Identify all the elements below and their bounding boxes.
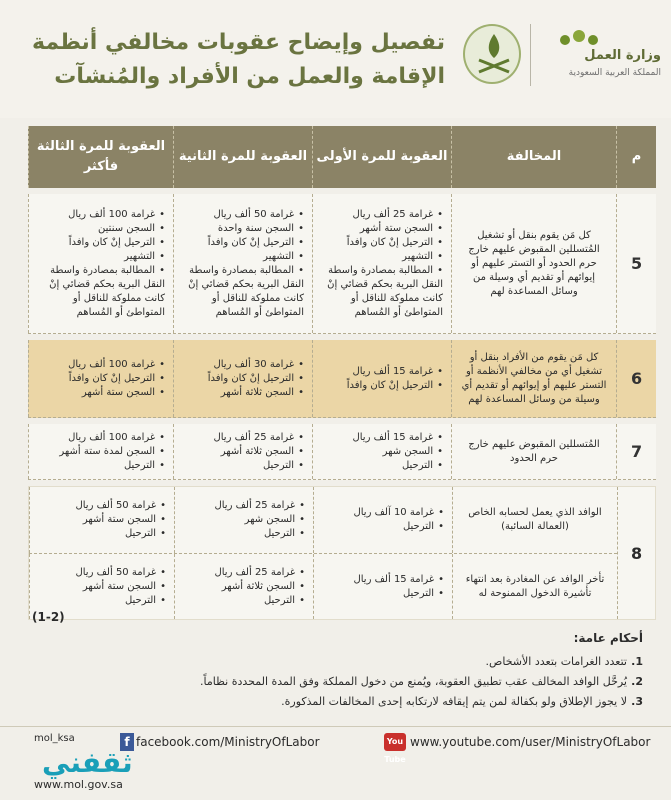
row-8-subrows (29, 487, 617, 619)
header-penalty-1: العقوبة للمرة الأولى (312, 126, 451, 188)
penalty-item: • الترحيل إنْ كان وافداً (321, 236, 443, 250)
penalty-item: • غرامة 50 ألف ريال (75, 566, 166, 580)
watermark-logo: ثقفني (42, 746, 133, 779)
youtube-link[interactable]: www.youtube.com/user/MinistryOfLabor (410, 735, 651, 749)
penalty-1 (313, 554, 452, 619)
penalty-item: • الترحيل (353, 520, 444, 534)
title-line1: تفصيل وإيضاح عقوبات مخالفي أنظمة (32, 30, 445, 55)
penalty-item: • السجن ستة أشهر (321, 222, 443, 236)
penalty-item: • الترحيل (75, 594, 166, 608)
ministry-subtitle: المملكة العربية السعودية (568, 68, 661, 78)
penalty-item: • الترحيل إنْ كان وافداً (208, 372, 304, 386)
rules-title: أحكام عامة: (573, 631, 643, 645)
penalty-1 (313, 487, 452, 553)
penalty-2 (173, 424, 312, 479)
rule-item (33, 652, 643, 672)
penalty-item: • غرامة 50 ألف ريال (75, 499, 166, 513)
table-subrow (29, 553, 617, 619)
penalty-item: • الترحيل (214, 527, 305, 541)
penalty-item: • الترحيل (353, 587, 444, 601)
rule-number: 2. (631, 675, 643, 688)
penalty-item: • غرامة 25 ألف ريال (214, 499, 305, 513)
penalty-item: • غرامة 25 ألف ريال (321, 208, 443, 222)
row-number: 7 (616, 424, 656, 479)
penalty-1 (312, 194, 451, 333)
penalty-item: • غرامة 50 ألف ريال (182, 208, 304, 222)
table-row (28, 340, 656, 418)
penalty-item: • السجن ستة أشهر (68, 386, 165, 400)
penalty-item: • السجن ستة أشهر (75, 580, 166, 594)
penalty-item: • الترحيل إنْ كان وافداً (37, 236, 165, 250)
header-divider (530, 24, 531, 86)
penalty-item: • الترحيل إنْ كان وافداً (68, 372, 165, 386)
penalty-item: • السجن سنة واحدة (182, 222, 304, 236)
penalty-item: • السجن شهر (352, 445, 443, 459)
row-violation: تأخر الوافد عن المغادرة بعد انتهاء تأشيرة الدخول الممنوحة له (452, 554, 617, 619)
rule-number: 1. (631, 655, 643, 668)
ministry-name: وزارة العمل (584, 48, 661, 63)
penalty-item: • السجن سنتين (37, 222, 165, 236)
penalty-item: • غرامة 10 آلف ريال (353, 506, 444, 520)
table-row (28, 194, 656, 334)
penalties-table (28, 126, 656, 620)
header-violation: المخالفة (451, 126, 616, 188)
header-num: م (616, 126, 656, 188)
twitter-handle[interactable]: mol_ksa (34, 733, 75, 744)
penalty-item: • السجن لمدة ستة أشهر (59, 445, 165, 459)
website-link[interactable]: www.mol.gov.sa (34, 778, 123, 791)
row-number: 6 (616, 340, 656, 417)
penalty-item: • الترحيل (214, 594, 305, 608)
rule-item (33, 692, 643, 712)
saudi-emblem-icon (463, 24, 521, 84)
header-penalty-3: العقوبة للمرة الثالثة فأكثر (28, 126, 173, 188)
page-reference: (1-2) (32, 610, 65, 624)
penalty-item: • الترحيل إنْ كان وافداً (347, 379, 443, 393)
penalty-item: • السجن ستة أشهر (75, 513, 166, 527)
penalty-3 (28, 424, 173, 479)
rule-number: 3. (631, 695, 643, 708)
penalty-item: • المطالبة بمصادرة واسطة النقل البرية بحكم قضائي إنْ كانت مملوكة للناقل أو المتواطئ أو المُساهم (182, 264, 304, 320)
row-violation: كل مَن يقوم من الأفراد بنقل أو تشغيل أي من مخالفي الأنظمة أو التستر عليهم أو إيوائهم أو تقديم أي وسيلة من وسائل المساعدة لهم (451, 340, 616, 417)
penalty-item: • الترحيل (59, 459, 165, 473)
header (0, 0, 671, 118)
table-subrow (29, 487, 617, 553)
penalty-3 (28, 194, 173, 333)
penalty-item: • السجن شهر (214, 513, 305, 527)
facebook-icon: f (120, 733, 134, 751)
penalty-item: • غرامة 15 ألف ريال (353, 573, 444, 587)
penalty-item: • غرامة 100 ألف ريال (37, 208, 165, 222)
general-rules (33, 628, 643, 712)
row-violation: كل مَن يقوم بنقل أو تشغيل المُتسللين المقبوض عليهم خارج حرم الحدود أو التستر عليهم أو إيوائهم أو تقديم أي وسيلة من وسائل المساعدة لهم (451, 194, 616, 333)
youtube-icon: You Tube (384, 733, 406, 751)
penalty-item: • غرامة 25 ألف ريال (214, 566, 305, 580)
penalty-item: • غرامة 100 ألف ريال (59, 431, 165, 445)
penalty-item: • غرامة 15 ألف ريال (352, 431, 443, 445)
table-row (28, 424, 656, 480)
penalty-1 (312, 424, 451, 479)
table-row-8 (28, 486, 656, 620)
penalty-item: • التشهير (321, 250, 443, 264)
row-violation: المُتسللين المقبوض عليهم خارج حرم الحدود (451, 424, 616, 479)
penalty-3 (29, 487, 174, 553)
rule-item (33, 672, 643, 692)
facebook-link[interactable]: facebook.com/MinistryOfLabor (136, 735, 320, 749)
penalty-item: • المطالبة بمصادرة واسطة النقل البرية بحكم قضائي إنْ كانت مملوكة للناقل أو المتواطئ أو المُساهم (37, 264, 165, 320)
penalty-2 (173, 194, 312, 333)
row-number: 5 (616, 194, 656, 333)
penalty-item: • الترحيل (213, 459, 304, 473)
row-number: 8 (617, 487, 655, 619)
row-violation: الوافد الذي يعمل لحسابه الخاص (العمالة السائبة) (452, 487, 617, 553)
penalty-item: • غرامة 30 ألف ريال (208, 358, 304, 372)
penalty-2 (174, 554, 313, 619)
penalty-item: • التشهير (182, 250, 304, 264)
table-header (28, 126, 656, 188)
ministry-logo-icon (555, 28, 603, 50)
penalty-item: • غرامة 15 ألف ريال (347, 365, 443, 379)
penalty-2 (173, 340, 312, 417)
penalty-item: • غرامة 100 ألف ريال (68, 358, 165, 372)
page-title (25, 26, 445, 94)
penalty-2 (174, 487, 313, 553)
penalty-item: • غرامة 25 ألف ريال (213, 431, 304, 445)
title-line2: الإقامة والعمل من الأفراد والمُنشآت (54, 64, 445, 89)
header-penalty-2: العقوبة للمرة الثانية (173, 126, 312, 188)
penalty-item: • السجن ثلاثة أشهر (208, 386, 304, 400)
rule-text: تتعدد الغرامات بتعدد الأشخاص. (485, 655, 627, 668)
penalty-item: • السجن ثلاثة أشهر (214, 580, 305, 594)
penalty-item: • الترحيل إنْ كان وافداً (182, 236, 304, 250)
penalty-1 (312, 340, 451, 417)
rule-text: يُرحَّل الوافد المخالف عقب تطبيق العقوبة، ويُمنع من دخول المملكة وفق المدة المحددة نظاماً. (200, 675, 627, 688)
rule-text: لا يجوز الإطلاق ولو بكفالة لمن يتم إيقافه لارتكابه إحدى المخالفات المذكورة. (281, 695, 627, 708)
penalty-item: • الترحيل (352, 459, 443, 473)
penalty-item: • السجن ثلاثة أشهر (213, 445, 304, 459)
penalty-item: • الترحيل (75, 527, 166, 541)
penalty-item: • المطالبة بمصادرة واسطة النقل البرية بحكم قضائي إنْ كانت مملوكة للناقل أو المتواطئ أو المُساهم (321, 264, 443, 320)
penalty-3 (28, 340, 173, 417)
penalty-item: • التشهير (37, 250, 165, 264)
